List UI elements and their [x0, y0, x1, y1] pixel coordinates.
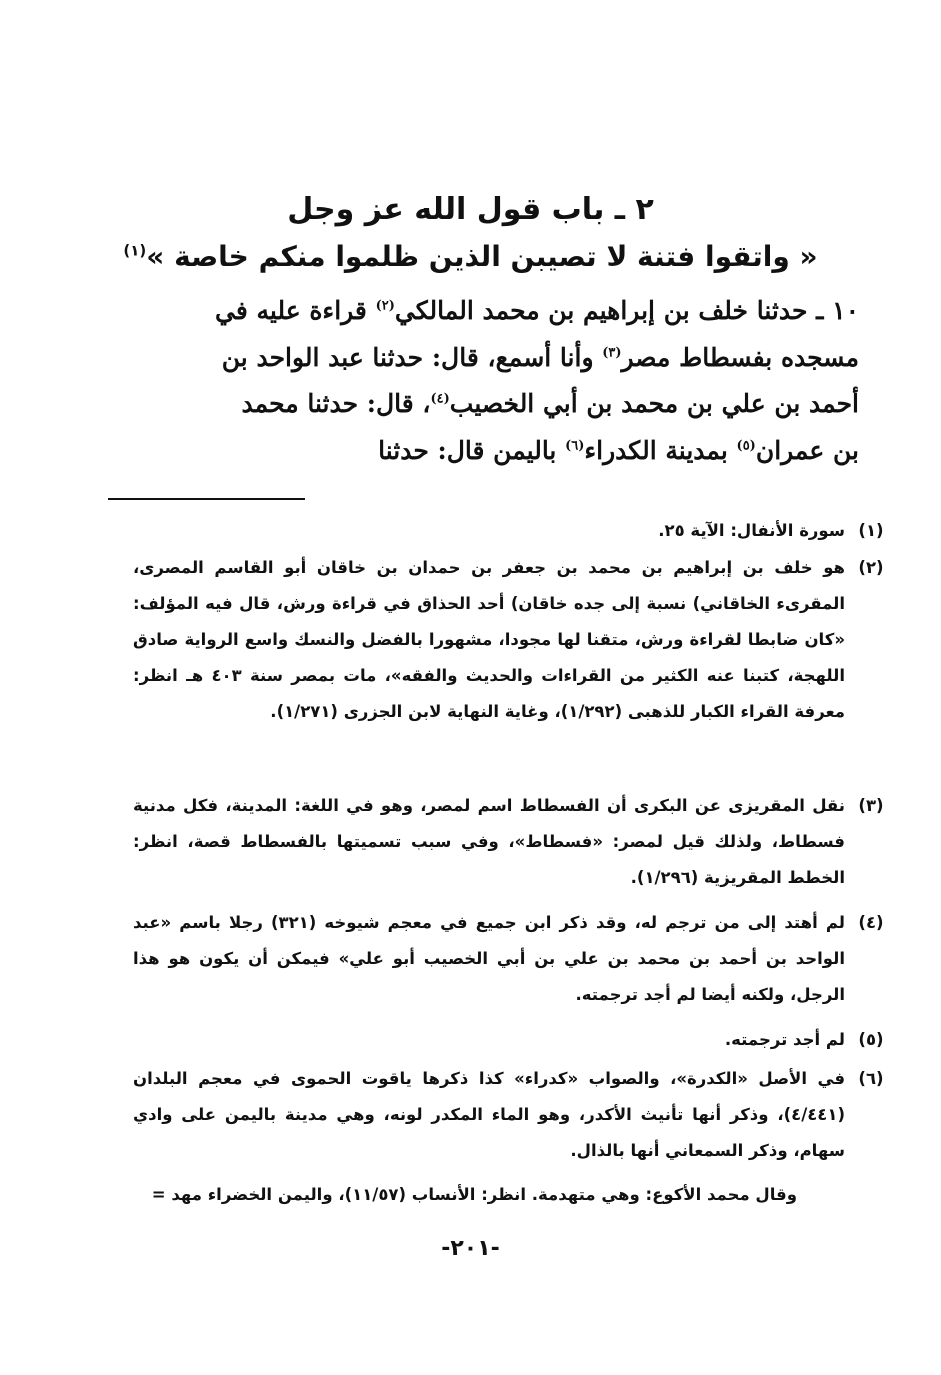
footnote-continuation: وقال محمد الأكوع: وهي متهدمة. انظر: الأنساب (١١/٥٧)، واليمن الخضراء مهد = [151, 1185, 797, 1204]
verse-text: « واتقوا فتنة لا تصيبن الذين ظلموا منكم خاصة » [146, 240, 818, 273]
footnote-number: (٦) [858, 1069, 884, 1088]
chapter-verse [0, 240, 941, 273]
main-text-line-4: بن عمران$^{(٥)}$ بمدينة الكدراء$^{(٦)}$ باليمن قال: حدثنا [378, 436, 859, 465]
footnote-ref: (٣) [602, 345, 622, 361]
footnote-number: (٢) [858, 558, 884, 577]
footnote-ref: (٥) [736, 438, 756, 454]
footnote-text: لم أهتد إلى من ترجم له، وقد ذكر ابن جميع في معجم شيوخه (٣٢١) رجلا باسم «عبد الواحد بن أحمد بن محمد بن علي بن أبي الخصيب أبو علي» فيمكن أن يكون هو هذا الرجل، ولكنه أيضا لم أجد ترجمته. [133, 913, 845, 1004]
main-text-line-3: أحمد بن علي بن محمد بن أبي الخصيب$^{(٤)}$، قال: حدثنا محمد [241, 389, 859, 418]
footnote-number: (٥) [858, 1030, 884, 1049]
footnote-text: هو خلف بن إبراهيم بن محمد بن جعفر بن حمدان بن خاقان أبو القاسم المصرى، المقرىء الخاقاني) نسبة إلى جده خاقان) أحد الحذاق في قراءة ورش، قال فيه المؤلف: «كان ضابطا لقراءة ورش، متقنا لها مجودا، مشهورا بالفضل والنسك واسع الرواية صادق اللهجة، كتبنا عنه الكثير من القراءات والحديث والفقه»، مات بمصر سنة ٤٠٣ هـ انظر: معرفة القراء الكبار للذهبى (١/٢٩٢)، وغاية النهاية لابن الجزرى (١/٢٧١). [133, 558, 845, 721]
footnote-number: (٤) [858, 913, 884, 932]
footnote-text: نقل المقريزى عن البكرى أن الفسطاط اسم لمصر، وهو في اللغة: المدينة، فكل مدنية فسطاط، ولذلك قيل لمصر: «فسطاط»، وفي سبب تسميتها بالفسطاط قصة، انظر: الخطط المقريزية (١/٢٩٦). [133, 796, 845, 887]
chapter-title: ٢ ـ باب قول الله عز وجل [287, 192, 654, 227]
footnote-4 [133, 905, 884, 1013]
main-text-line-1: ١٠ ـ حدثنا خلف بن إبراهيم بن محمد المالكي$^{(٢)}$ قراءة عليه في [215, 296, 859, 325]
footnote-3 [133, 788, 884, 896]
footnote-text: لم أجد ترجمته. [724, 1030, 845, 1049]
footnote-ref: (٢) [375, 298, 395, 314]
footnote-separator [108, 498, 305, 500]
footnote-2 [133, 550, 884, 730]
page-number: -٢٠١- [441, 1236, 500, 1261]
footnote-ref: (٦) [565, 438, 585, 454]
main-text-line-2: مسجده بفسطاط مصر$^{(٣)}$ وأنا أسمع، قال: حدثنا عبد الواحد بن [221, 343, 859, 372]
footnote-5 [133, 1022, 884, 1058]
footnote-text: في الأصل «الكدرة»، والصواب «كدراء» كذا ذكرها ياقوت الحموى في معجم البلدان (٤/٤٤١)، وذكر أنها تأنيث الأكدر، وهو الماء المكدر لونه، وهي مدينة باليمن على وادي سهام، وذكر السمعاني أنها بالذال. [133, 1069, 845, 1160]
footnote-ref: (٤) [430, 391, 450, 407]
footnote-text: سورة الأنفال: الآية ٢٥. [658, 521, 845, 540]
verse-footnote-ref: (١) [123, 241, 147, 260]
footnote-6 [133, 1061, 884, 1169]
footnote-1 [133, 513, 884, 549]
footnote-number: (١) [858, 521, 884, 540]
footnote-number: (٣) [858, 796, 884, 815]
